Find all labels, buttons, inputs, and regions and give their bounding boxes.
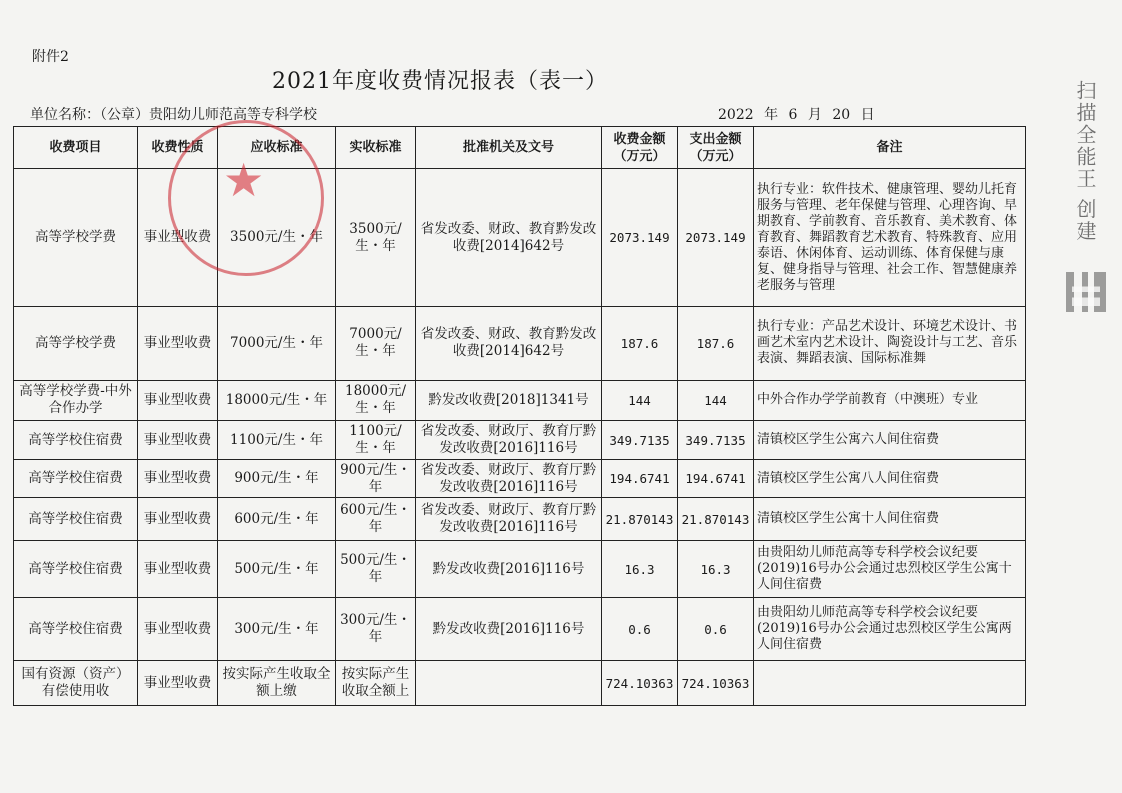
cell-item: 高等学校住宿费 [14,541,138,598]
cell-item: 高等学校学费-中外合作办学 [14,380,138,421]
cell-approval: 省发改委、财政、教育黔发改收费[2014]642号 [416,307,602,380]
cell-item: 高等学校学费 [14,169,138,307]
cell-note: 由贵阳幼儿师范高等专科学校会议纪要(2019)16号办公会通过忠烈校区学生公寓十人间住宿费 [754,541,1026,598]
scanner-watermark: 扫描全能王 创建 [1073,80,1097,243]
cell-actual: 按实际产生收取全额上 [336,661,416,706]
cell-actual: 300元/生・年 [336,598,416,661]
cell-note: 由贵阳幼儿师范高等专科学校会议纪要(2019)16号办公会通过忠烈校区学生公寓两人间住宿费 [754,598,1026,661]
cell-income: 194.6741 [602,459,678,498]
header-standard-due: 应收标准 [218,127,336,169]
cell-actual: 900元/生・年 [336,459,416,498]
cell-actual: 18000元/生・年 [336,380,416,421]
cell-actual: 600元/生・年 [336,498,416,541]
cell-nature: 事业型收费 [138,459,218,498]
cell-note: 清镇校区学生公寓八人间住宿费 [754,459,1026,498]
cell-actual: 1100元/生・年 [336,421,416,460]
cell-due: 18000元/生・年 [218,380,336,421]
cell-item: 高等学校学费 [14,307,138,380]
cell-actual: 3500元/生・年 [336,169,416,307]
qr-code-icon [1066,272,1106,312]
table-row [14,661,1026,706]
cell-expense: 16.3 [678,541,754,598]
header-expense: 支出金额（万元） [678,127,754,169]
cell-note: 中外合作办学学前教育（中澳班）专业 [754,380,1026,421]
cell-expense: 2073.149 [678,169,754,307]
header-approval: 批准机关及文号 [416,127,602,169]
cell-note: 清镇校区学生公寓十人间住宿费 [754,498,1026,541]
cell-approval [416,661,602,706]
cell-note [754,661,1026,706]
cell-income: 0.6 [602,598,678,661]
header-note: 备注 [754,127,1026,169]
seal-star-icon: ★ [223,153,265,207]
cell-nature: 事业型收费 [138,661,218,706]
cell-item: 高等学校住宿费 [14,459,138,498]
cell-approval: 省发改委、财政厅、教育厅黔发改收费[2016]116号 [416,459,602,498]
header-standard-actual: 实收标准 [336,127,416,169]
table-header-row [14,127,1026,169]
table-row [14,169,1026,307]
cell-income: 144 [602,380,678,421]
cell-nature: 事业型收费 [138,498,218,541]
cell-actual: 7000元/生・年 [336,307,416,380]
cell-nature: 事业型收费 [138,541,218,598]
cell-income: 349.7135 [602,421,678,460]
table-row [14,541,1026,598]
cell-due: 7000元/生・年 [218,307,336,380]
cell-due: 3500元/生・年 [218,169,336,307]
cell-income: 16.3 [602,541,678,598]
table-row [14,307,1026,380]
cell-due: 900元/生・年 [218,459,336,498]
header-nature: 收费性质 [138,127,218,169]
cell-nature: 事业型收费 [138,380,218,421]
cell-approval: 黔发改收费[2016]116号 [416,598,602,661]
cell-expense: 21.870143 [678,498,754,541]
cell-income: 21.870143 [602,498,678,541]
cell-nature: 事业型收费 [138,421,218,460]
attachment-label: 附件2 [32,49,69,65]
fee-report-table [13,126,1026,706]
cell-item: 高等学校住宿费 [14,498,138,541]
cell-approval: 省发改委、财政厅、教育厅黔发改收费[2016]116号 [416,421,602,460]
cell-due: 500元/生・年 [218,541,336,598]
header-item: 收费项目 [14,127,138,169]
cell-item: 国有资源（资产）有偿使用收 [14,661,138,706]
cell-due: 1100元/生・年 [218,421,336,460]
cell-approval: 黔发改收费[2018]1341号 [416,380,602,421]
cell-approval: 省发改委、财政厅、教育厅黔发改收费[2016]116号 [416,498,602,541]
cell-nature: 事业型收费 [138,307,218,380]
table-row [14,459,1026,498]
cell-item: 高等学校住宿费 [14,598,138,661]
cell-income: 2073.149 [602,169,678,307]
cell-nature: 事业型收费 [138,598,218,661]
cell-expense: 187.6 [678,307,754,380]
table-row [14,598,1026,661]
cell-expense: 144 [678,380,754,421]
cell-income: 724.10363 [602,661,678,706]
cell-due: 600元/生・年 [218,498,336,541]
table-row [14,498,1026,541]
cell-nature: 事业型收费 [138,169,218,307]
table-row [14,421,1026,460]
cell-note: 执行专业：产品艺术设计、环境艺术设计、书画艺术室内艺术设计、陶瓷设计与工艺、音乐表演、舞蹈表演、国际标准舞 [754,307,1026,380]
cell-item: 高等学校住宿费 [14,421,138,460]
cell-actual: 500元/生・年 [336,541,416,598]
report-title: 2021年度收费情况报表（表一） [272,69,608,94]
cell-income: 187.6 [602,307,678,380]
cell-expense: 724.10363 [678,661,754,706]
unit-name: 单位名称：（公章）贵阳幼儿师范高等专科学校 [30,107,317,123]
cell-note: 清镇校区学生公寓六人间住宿费 [754,421,1026,460]
cell-approval: 省发改委、财政、教育黔发改收费[2014]642号 [416,169,602,307]
cell-due: 按实际产生收取全额上缴 [218,661,336,706]
header-income: 收费金额（万元） [602,127,678,169]
cell-due: 300元/生・年 [218,598,336,661]
cell-expense: 0.6 [678,598,754,661]
report-date: 2022 年 6 月 20 日 [718,107,875,123]
cell-approval: 黔发改收费[2016]116号 [416,541,602,598]
cell-note: 执行专业：软件技术、健康管理、婴幼儿托育服务与管理、老年保健与管理、心理咨询、早期教育、学前教育、音乐教育、美术教育、体育教育、舞蹈教育艺术教育、特殊教育、应用泰语、休闲体育、运动训练、体育保健与康复、健身指导与管理、社会工作、智慧健康养老服务与管理 [754,169,1026,307]
table-row [14,380,1026,421]
cell-expense: 349.7135 [678,421,754,460]
cell-expense: 194.6741 [678,459,754,498]
